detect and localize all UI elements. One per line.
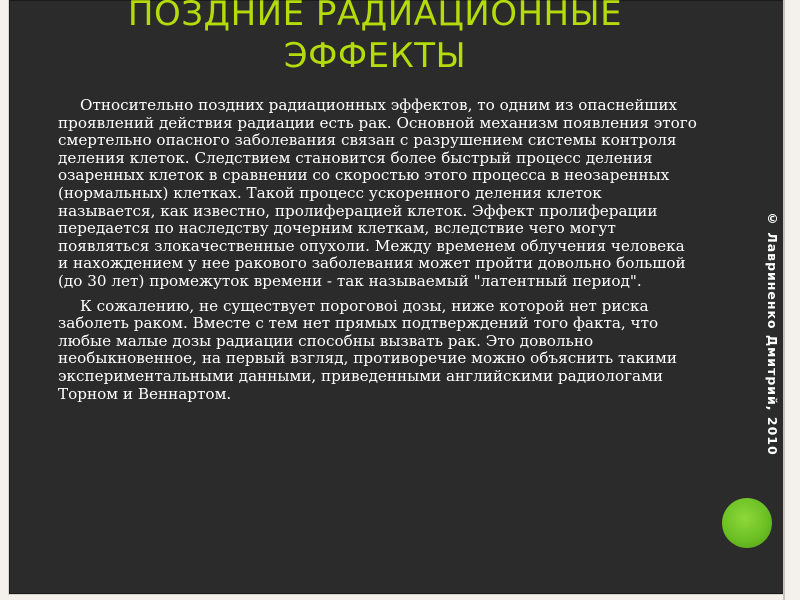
paragraph: Относительно поздних радиационных эффектов, то одним из опаснейших проявлений действия радиации есть рак. Основной механизм появления этого смертельно опасного заболевания связан с разрушением системы контроля деления клеток. Следствием становится более быстрый процесс деления озаренных клеток в сравнении со скоростью этого процесса в неозаренных (нормальных) клетках. Такой процесс ускоренного деления клеток называется, как известно, пролиферацией клеток. Эффект пролиферации передается по наследству дочерним клеткам, вследствие чего могут появляться злокачественные опухоли. Между временем облучения человека и нахождением у нее ракового заболевания может пройти довольно большой (до 30 лет) промежуток времени - так называемый "латентный период". xyxy=(58,96,697,290)
slide-title: ПОЗДНИЕ РАДИАЦИОННЫЕ ЭФФЕКТЫ xyxy=(127,0,623,76)
paragraph: К сожалению, не существует пороговоі дозы, ниже которой нет риска заболеть раком. Вместе с тем нет прямых подтверждений того факта, что любые малые дозы радиации способны вызвать рак. Это довольно необыкновенное, на первый взгляд, противоречие можно объяснить такими экспериментальными данными, приведенными английскими радиологами Торном и Веннартом. xyxy=(58,296,677,403)
divider xyxy=(783,0,785,600)
decorative-circle xyxy=(722,498,772,548)
slide-frame xyxy=(9,0,784,594)
slide-body xyxy=(58,97,698,410)
copyright-caption: © Лавриненко Дмитрий, 2010 xyxy=(765,211,780,456)
